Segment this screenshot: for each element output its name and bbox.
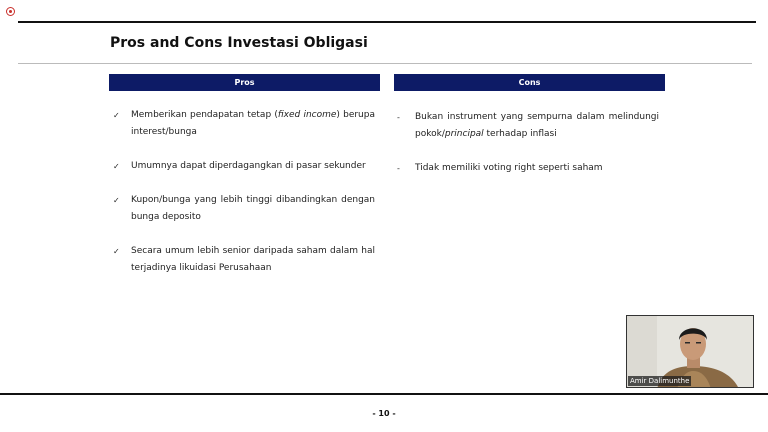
pros-item: ✓ Memberikan pendapatan tetap (fixed income) berupa interest/bunga	[113, 107, 375, 141]
cons-header: Cons	[394, 74, 665, 91]
checkmark-icon: ✓	[113, 111, 120, 120]
cons-item: - Tidak memiliki voting right seperti saham	[397, 160, 659, 177]
checkmark-icon: ✓	[113, 162, 120, 171]
top-divider	[18, 21, 756, 23]
pros-list	[113, 107, 375, 294]
bottom-divider	[0, 393, 768, 395]
cons-item: - Bukan instrument yang sempurna dalam melindungi pokok/principal terhadap inflasi	[397, 109, 659, 143]
pros-item: ✓ Umumnya dapat diperdagangkan di pasar sekunder	[113, 158, 375, 175]
checkmark-icon: ✓	[113, 247, 120, 256]
pros-header: Pros	[109, 74, 380, 91]
pros-item: ✓ Kupon/bunga yang lebih tinggi dibandingkan dengan bunga deposito	[113, 192, 375, 226]
title-divider	[18, 63, 752, 64]
company-logo-icon	[6, 7, 15, 16]
cons-list	[397, 109, 659, 194]
slide-title: Pros and Cons Investasi Obligasi	[110, 35, 368, 51]
participant-name-label: Amir Dalimunthe	[630, 377, 690, 385]
page-number: - 10 -	[372, 409, 396, 418]
dash-bullet-icon: -	[397, 113, 400, 122]
checkmark-icon: ✓	[113, 196, 120, 205]
webcam-video-tile[interactable]	[626, 315, 754, 388]
dash-bullet-icon: -	[397, 164, 400, 173]
pros-item: ✓ Secara umum lebih senior daripada saham dalam hal terjadinya likuidasi Perusahaan	[113, 243, 375, 277]
